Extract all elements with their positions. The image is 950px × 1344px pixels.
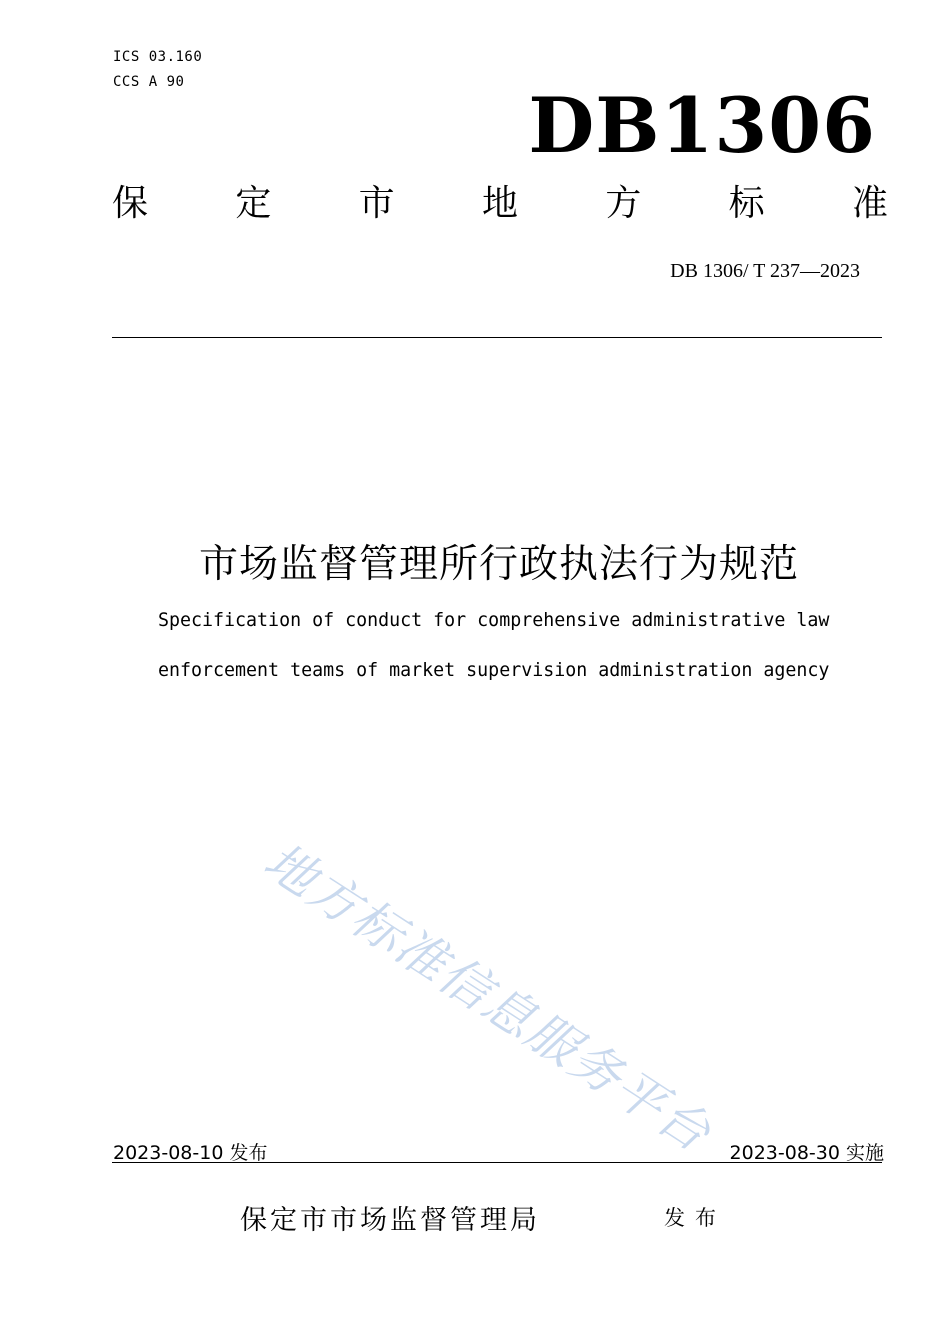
standard-type-char: 方 (605, 183, 642, 224)
standard-type-char: 定 (235, 183, 272, 224)
document-title-en-line2: enforcement teams of market supervision administration agency (158, 660, 830, 681)
document-title-cn: 市场监督管理所行政执法行为规范 (198, 542, 799, 587)
issuing-authority: 保定市市场监督管理局 (240, 1205, 540, 1236)
standard-number: DB 1306/ T 237—2023 (670, 260, 860, 282)
header-divider (112, 337, 882, 338)
footer-divider (112, 1162, 882, 1163)
issue-label: 发布 (664, 1206, 726, 1230)
standard-type-char: 市 (358, 183, 395, 224)
standard-type-char: 准 (851, 183, 888, 224)
ics-code: ICS 03.160 (113, 49, 203, 65)
publish-date: 2023-08-10 发布 (113, 1142, 268, 1164)
ccs-code: CCS A 90 (113, 74, 185, 90)
standard-type-char: 标 (728, 183, 765, 224)
standard-type-char: 保 (112, 183, 149, 224)
standard-type-char: 地 (481, 183, 518, 224)
effective-date: 2023-08-30 实施 (729, 1142, 884, 1164)
standard-type (112, 183, 888, 224)
document-title-en-line1: Specification of conduct for comprehensive administrative law (158, 610, 830, 631)
watermark: 地方标准信息服务平台 (253, 831, 722, 1164)
db-code: DB1306 (528, 81, 876, 170)
